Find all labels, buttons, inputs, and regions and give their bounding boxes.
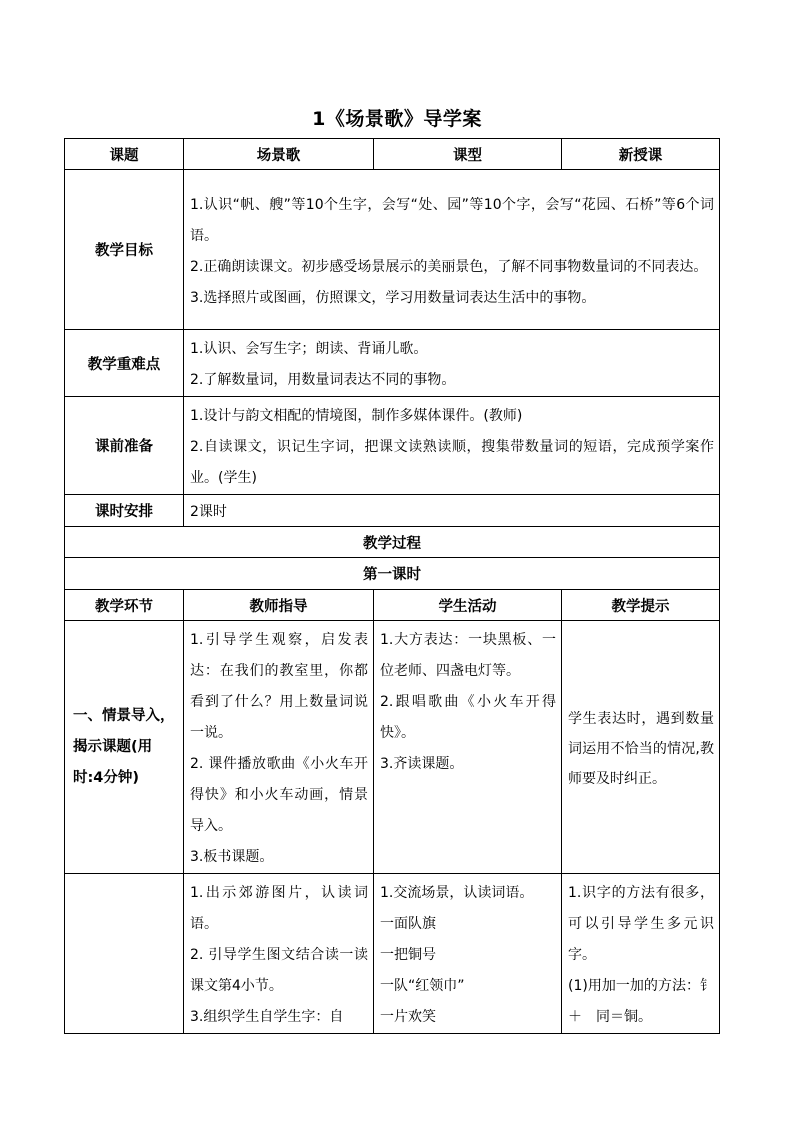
section2-stage: [65, 874, 184, 1034]
preparation-item: 2.自读课文，识记生字词，把课文读熟读顺，搜集带数量词的短语，完成预学案作业。(学生): [190, 439, 714, 486]
goal-item: 2.正确朗读课文。初步感受场景展示的美丽景色，了解不同事物数量词的不同表达。: [190, 258, 708, 275]
teacher-step: 1.引导学生观察，启发表达：在我们的教室里，你都看到了什么？用上数量词说一说。: [190, 632, 368, 741]
student-step: 一把铜号: [380, 947, 436, 963]
goals-content: [184, 170, 720, 330]
preparation-item: 1.设计与韵文相配的情境图，制作多媒体课件。(教师): [190, 408, 523, 424]
hint-item: (1)用加一加的方法：钅 ＋ 同＝铜。: [568, 978, 714, 1025]
lesson-row: [65, 558, 720, 590]
key-points-label: 教学重难点: [65, 330, 184, 397]
column-header-row: [65, 590, 720, 621]
schedule-value: 2课时: [184, 495, 720, 527]
column-header-hint: 教学提示: [562, 590, 720, 621]
header-row: [65, 139, 720, 170]
student-step: 2.跟唱歌曲《小火车开得快》。: [380, 694, 556, 741]
column-header-student: 学生活动: [374, 590, 562, 621]
student-step: 一队“红领巾”: [380, 978, 465, 994]
teacher-step: 2. 引导学生图文结合读一读课文第4小节。: [190, 947, 368, 994]
topic-label: 课题: [65, 139, 184, 170]
section1-student: [374, 621, 562, 874]
student-step: 1.交流场景，认读词语。: [380, 885, 534, 901]
key-points-row: [65, 330, 720, 397]
section1-teacher: [184, 621, 374, 874]
topic-value: 场景歌: [184, 139, 374, 170]
section2-hint: [562, 874, 720, 1034]
section2-student: [374, 874, 562, 1034]
teacher-step: 3.组织学生自学生字：自: [190, 1009, 344, 1025]
process-row: [65, 527, 720, 558]
preparation-content: [184, 397, 720, 495]
column-header-teacher: 教师指导: [184, 590, 374, 621]
section1-row: [65, 621, 720, 874]
key-point-item: 2.了解数量词，用数量词表达不同的事物。: [190, 372, 456, 388]
section1-stage: 一、情景导入，揭示课题(用时:4分钟): [65, 621, 184, 874]
teacher-step: 1.出示郊游图片，认读词语。: [190, 885, 368, 932]
lesson-label: 第一课时: [65, 558, 720, 590]
type-value: 新授课: [562, 139, 720, 170]
goals-label: 教学目标: [65, 170, 184, 330]
schedule-row: [65, 495, 720, 527]
hint-item: 1.识字的方法有很多，可以引导学生多元识字。: [568, 885, 714, 963]
section2-row: [65, 874, 720, 1034]
key-points-content: [184, 330, 720, 397]
section2-teacher: [184, 874, 374, 1034]
student-step: 1.大方表达：一块黑板、一位老师、四盏电灯等。: [380, 632, 556, 679]
student-step: 一面队旗: [380, 916, 436, 932]
student-step: 3.齐读课题。: [380, 756, 464, 772]
key-point-item: 1.认识、会写生字；朗读、背诵儿歌。: [190, 341, 428, 357]
student-step: 一片欢笑: [380, 1009, 436, 1025]
teacher-step: 2. 课件播放歌曲《小火车开得快》和小火车动画，情景导入。: [190, 756, 368, 834]
lesson-plan-table: [64, 138, 720, 1034]
column-header-stage: 教学环节: [65, 590, 184, 621]
goal-item: 3.选择照片或图画，仿照课文，学习用数量词表达生活中的事物。: [190, 289, 596, 306]
goals-row: [65, 170, 720, 330]
preparation-label: 课前准备: [65, 397, 184, 495]
schedule-label: 课时安排: [65, 495, 184, 527]
type-label: 课型: [374, 139, 562, 170]
goal-item: 1.认识“帆、艘”等10个生字，会写“处、园”等10个字，会写“花园、石桥”等6个词语。: [190, 196, 714, 244]
process-label: 教学过程: [65, 527, 720, 558]
teacher-step: 3.板书课题。: [190, 849, 274, 865]
page-title: 1《场景歌》导学案: [312, 108, 482, 130]
preparation-row: [65, 397, 720, 495]
section1-hint: 学生表达时，遇到数量词运用不恰当的情况,教师要及时纠正。: [562, 621, 720, 874]
